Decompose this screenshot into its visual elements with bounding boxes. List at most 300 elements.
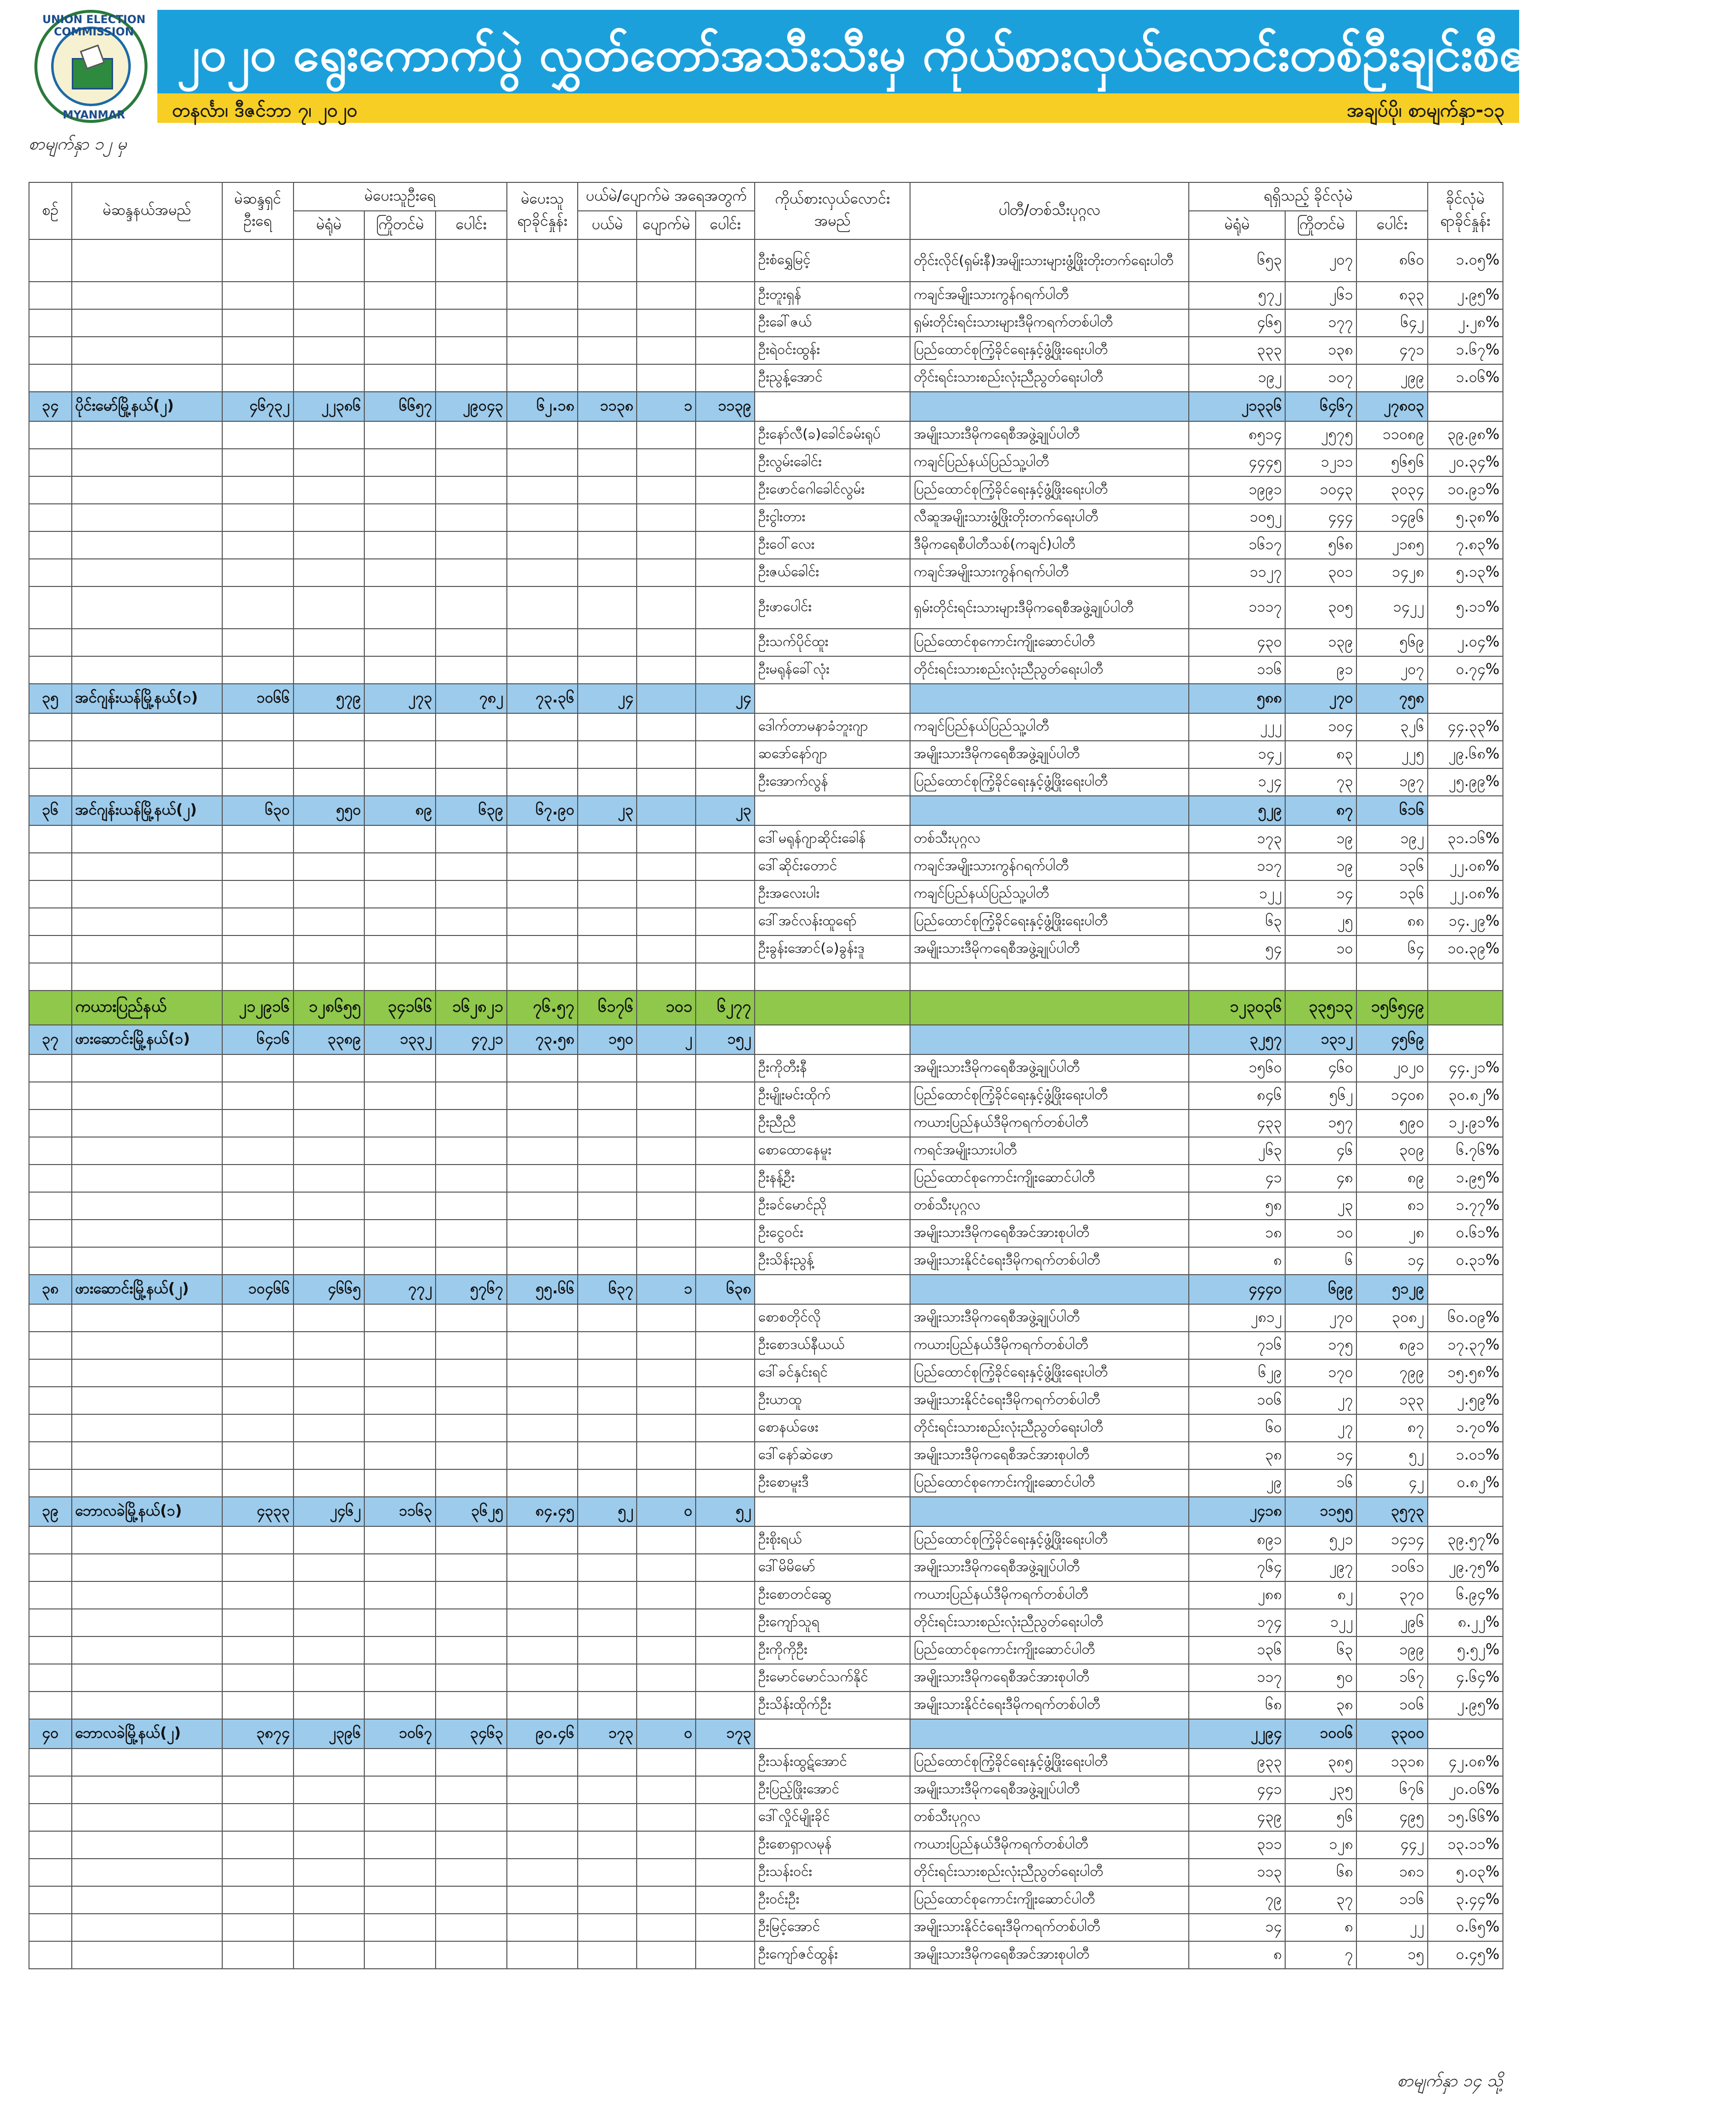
- empty-cell: [29, 1332, 72, 1359]
- empty-cell: [507, 1137, 578, 1165]
- candidate-name: ဒေါ်ခင်နှင်းရင်: [755, 1359, 910, 1387]
- candidate-name: စောထောနေမူး: [755, 1137, 910, 1165]
- empty-cell: [72, 1165, 222, 1192]
- empty-cell: [436, 713, 507, 741]
- empty-cell: [696, 1082, 755, 1109]
- empty-cell: [364, 309, 436, 337]
- voted-total: ၃၄၆၃: [436, 1719, 507, 1749]
- invalid-lost: [637, 796, 696, 825]
- received-ballot: ၆၅၃: [1189, 239, 1285, 282]
- received-advance: ၂၉၇: [1285, 1554, 1356, 1581]
- empty-cell: [507, 364, 578, 392]
- empty-cell: [29, 1469, 72, 1497]
- empty-cell: [696, 1526, 755, 1554]
- empty-cell: [294, 1526, 365, 1554]
- empty-cell: [436, 1359, 507, 1387]
- empty-cell: [578, 1886, 637, 1914]
- party-name: တိုင်းရင်းသားစည်းလုံးညီညွတ်ရေးပါတီ: [910, 1859, 1189, 1886]
- received-ballot: ၄၃၉: [1189, 1804, 1285, 1831]
- valid-percent: ၁၅.၅၈%: [1428, 1359, 1503, 1387]
- received-advance: ၄၄၄: [1285, 504, 1356, 531]
- received-advance: ၃၈၅: [1285, 1749, 1356, 1776]
- constituency-name: ဖားဆောင်းမြို့နယ်(၂): [72, 1275, 222, 1304]
- voted-ballot: ၁၂၈၆၅၅: [294, 991, 365, 1025]
- empty-cell: [222, 309, 294, 337]
- empty-cell: [72, 1387, 222, 1414]
- empty-cell: [578, 1359, 637, 1387]
- col-voted-advance: ကြိုတင်မဲ: [364, 211, 436, 239]
- received-advance: ၃၈: [1285, 1692, 1356, 1719]
- candidate-name: ဦးသိန်းထိုက်ဦး: [755, 1692, 910, 1719]
- col-turnout: မဲပေးသူ ရာခိုင်နှုန်း: [507, 182, 578, 239]
- candidate-row: [29, 476, 1503, 504]
- constituency-name: ဖားဆောင်းမြို့နယ်(၁): [72, 1025, 222, 1054]
- received-total: ၄၇၁: [1356, 337, 1428, 364]
- candidate-name: ဦးစံရွှေမြင့်: [755, 239, 910, 282]
- empty-cell: [507, 1636, 578, 1664]
- received-advance: ၅၆၈: [1285, 531, 1356, 559]
- invalid-total: ၁၅၂: [696, 1025, 755, 1054]
- candidate-name: ဦးတူးရှန်: [755, 282, 910, 309]
- empty-cell: [696, 309, 755, 337]
- empty-cell: [294, 1886, 365, 1914]
- party-name: ဒီမိုကရေစီပါတီသစ်(ကချင်)ပါတီ: [910, 531, 1189, 559]
- candidate-row: [29, 1776, 1503, 1804]
- empty-cell: [72, 825, 222, 853]
- empty-cell: [72, 1137, 222, 1165]
- empty-cell: [436, 1332, 507, 1359]
- empty-cell: [294, 629, 365, 656]
- received-advance: ၂၀၇: [1285, 239, 1356, 282]
- empty-cell: [637, 421, 696, 449]
- empty-cell: [29, 364, 72, 392]
- empty-cell: [364, 713, 436, 741]
- party-name: ကယားပြည်နယ်ဒီမိုကရက်တစ်ပါတီ: [910, 1332, 1189, 1359]
- empty-cell: [436, 421, 507, 449]
- empty-cell: [29, 1636, 72, 1664]
- empty-cell: [436, 1804, 507, 1831]
- empty-cell: [29, 1387, 72, 1414]
- empty-cell: [1428, 392, 1503, 421]
- received-advance: ၁၇၇: [1285, 309, 1356, 337]
- empty-cell: [294, 825, 365, 853]
- invalid-lost: ၂: [637, 1025, 696, 1054]
- valid-percent: ၁.၀၅%: [1428, 239, 1503, 282]
- received-advance: ၁၀: [1285, 935, 1356, 963]
- empty-cell: [29, 1054, 72, 1082]
- party-name: ပြည်ထောင်စုကြံ့ခိုင်ရေးနှင့်ဖွံ့ဖြိုးရေးပါတီ: [910, 337, 1189, 364]
- voted-ballot: ၃၃၈၉: [294, 1025, 365, 1054]
- empty-cell: [364, 1526, 436, 1554]
- empty-cell: [578, 1414, 637, 1442]
- candidate-row: [29, 1886, 1503, 1914]
- empty-cell: [1285, 963, 1356, 991]
- empty-cell: [364, 629, 436, 656]
- empty-cell: [436, 1414, 507, 1442]
- empty-cell: [29, 449, 72, 476]
- col-received-ballot: မဲရုံမဲ: [1189, 211, 1285, 239]
- empty-cell: [364, 1941, 436, 1969]
- candidate-row: [29, 1749, 1503, 1776]
- empty-cell: [29, 1526, 72, 1554]
- turnout-percent: ၆၇.၉၀: [507, 796, 578, 825]
- empty-cell: [507, 1941, 578, 1969]
- empty-cell: [637, 1554, 696, 1581]
- empty-cell: [507, 1831, 578, 1859]
- candidate-name: ဦးညွန့်အောင်: [755, 364, 910, 392]
- received-ballot: ၃၂၅၇: [1189, 1025, 1285, 1054]
- empty-cell: [72, 559, 222, 586]
- empty-cell: [294, 1804, 365, 1831]
- received-total: ၈၇: [1356, 1414, 1428, 1442]
- empty-cell: [696, 1581, 755, 1609]
- empty-cell: [578, 1165, 637, 1192]
- received-total: ၂၈: [1356, 1220, 1428, 1247]
- candidate-name: ဦးရဲဝင်းထွန်း: [755, 337, 910, 364]
- empty-cell: [578, 1831, 637, 1859]
- empty-cell: [436, 309, 507, 337]
- empty-cell: [696, 1332, 755, 1359]
- invalid-void: ၂၄: [578, 684, 637, 713]
- candidate-row: [29, 421, 1503, 449]
- received-total: ၁၁၆: [1356, 1886, 1428, 1914]
- empty-cell: [294, 1387, 365, 1414]
- empty-cell: [222, 1247, 294, 1275]
- empty-cell: [696, 1304, 755, 1332]
- empty-cell: [72, 1304, 222, 1332]
- empty-cell: [637, 1387, 696, 1414]
- empty-cell: [578, 1054, 637, 1082]
- empty-cell: [637, 1082, 696, 1109]
- empty-cell: [696, 908, 755, 935]
- voters-count: ၂၁၂၉၁၆: [222, 991, 294, 1025]
- empty-cell: [294, 1165, 365, 1192]
- empty-cell: [637, 282, 696, 309]
- empty-cell: [578, 476, 637, 504]
- empty-cell: [436, 1914, 507, 1941]
- empty-cell: [294, 656, 365, 684]
- empty-cell: [294, 1469, 365, 1497]
- empty-cell: [436, 282, 507, 309]
- candidate-name: ဦးမရုန်ခေါ်လုံး: [755, 656, 910, 684]
- empty-cell: [578, 559, 637, 586]
- empty-cell: [222, 1609, 294, 1636]
- empty-cell: [637, 1941, 696, 1969]
- empty-cell: [72, 364, 222, 392]
- empty-cell: [578, 629, 637, 656]
- empty-cell: [72, 1247, 222, 1275]
- empty-cell: [72, 1332, 222, 1359]
- empty-cell: [294, 449, 365, 476]
- empty-cell: [222, 1082, 294, 1109]
- received-ballot: ၁၄: [1189, 1914, 1285, 1941]
- candidate-row: [29, 1859, 1503, 1886]
- empty-cell: [72, 880, 222, 908]
- empty-cell: [294, 1914, 365, 1941]
- received-ballot: ၉၃၃: [1189, 1749, 1285, 1776]
- candidate-name: ဦးပြည့်ဖြိုးအောင်: [755, 1776, 910, 1804]
- empty-cell: [364, 1332, 436, 1359]
- received-total: ၆၇၆: [1356, 1776, 1428, 1804]
- row-number: ၃၈: [29, 1275, 72, 1304]
- empty-cell: [72, 282, 222, 309]
- valid-percent: ၀.၆၁%: [1428, 1220, 1503, 1247]
- empty-cell: [436, 1664, 507, 1692]
- empty-cell: [436, 586, 507, 629]
- empty-cell: [72, 1914, 222, 1941]
- empty-cell: [29, 825, 72, 853]
- empty-cell: [755, 1275, 910, 1304]
- empty-cell: [436, 1749, 507, 1776]
- valid-percent: ၂.၀၄%: [1428, 629, 1503, 656]
- empty-cell: [507, 586, 578, 629]
- constituency-name: ပိုင်းမော်မြို့နယ်(၂): [72, 392, 222, 421]
- party-name: ပြည်ထောင်စုကောင်းကျိုးဆောင်ပါတီ: [910, 1469, 1189, 1497]
- empty-cell: [222, 1332, 294, 1359]
- candidate-row: [29, 309, 1503, 337]
- party-name: ရှမ်းတိုင်းရင်းသားများဒီမိုကရက်တစ်ပါတီ: [910, 309, 1189, 337]
- voted-total: ၅၇၆၇: [436, 1275, 507, 1304]
- turnout-percent: ၇၃.၃၆: [507, 684, 578, 713]
- empty-cell: [222, 825, 294, 853]
- invalid-void: ၁၁၃၈: [578, 392, 637, 421]
- received-total: ၁၃၆: [1356, 880, 1428, 908]
- empty-cell: [436, 1387, 507, 1414]
- constituency-name: ဘောလခဲမြို့နယ်(၁): [72, 1497, 222, 1526]
- empty-cell: [222, 768, 294, 796]
- received-ballot: ၂၂၉၄: [1189, 1719, 1285, 1749]
- empty-cell: [222, 880, 294, 908]
- received-ballot: ၂၉: [1189, 1469, 1285, 1497]
- voted-advance: ၆၆၅၇: [364, 392, 436, 421]
- received-advance: ၁၅၇: [1285, 1109, 1356, 1137]
- col-voted-ballot: မဲရုံမဲ: [294, 211, 365, 239]
- empty-cell: [436, 656, 507, 684]
- empty-cell: [578, 713, 637, 741]
- empty-cell: [755, 1025, 910, 1054]
- turnout-percent: ၅၅.၆၆: [507, 1275, 578, 1304]
- received-advance: ၆: [1285, 1247, 1356, 1275]
- empty-cell: [696, 1414, 755, 1442]
- voted-ballot: ၂၂၃၈၆: [294, 392, 365, 421]
- empty-cell: [637, 1886, 696, 1914]
- empty-cell: [222, 531, 294, 559]
- empty-cell: [637, 337, 696, 364]
- valid-percent: ၂.၉၅%: [1428, 1692, 1503, 1719]
- received-ballot: ၆၂၉: [1189, 1359, 1285, 1387]
- voters-count: ၆၃၀: [222, 796, 294, 825]
- empty-cell: [578, 1804, 637, 1831]
- empty-cell: [294, 1692, 365, 1719]
- valid-percent: ၆၀.၀၉%: [1428, 1304, 1503, 1332]
- empty-cell: [696, 713, 755, 741]
- empty-cell: [222, 239, 294, 282]
- empty-cell: [696, 1220, 755, 1247]
- invalid-void: ၅၂: [578, 1497, 637, 1526]
- received-advance: ၁၉: [1285, 853, 1356, 880]
- invalid-total: ၁၁၃၉: [696, 392, 755, 421]
- empty-cell: [507, 713, 578, 741]
- empty-cell: [637, 713, 696, 741]
- candidate-name: ဦးမြင့်အောင်: [755, 1914, 910, 1941]
- received-advance: ၃၇: [1285, 1886, 1356, 1914]
- empty-cell: [294, 586, 365, 629]
- empty-cell: [294, 1941, 365, 1969]
- empty-cell: [364, 449, 436, 476]
- empty-cell: [436, 1304, 507, 1332]
- page-title: ၂၀၂၀ ရွေးကောက်ပွဲ လွှတ်တော်အသီးသီးမှ ကိုယ်စားလှယ်လောင်းတစ်ဦးချင်းစီ၏ ဆန္ဒမဲရရှိမှု: [177, 27, 1736, 82]
- empty-cell: [72, 1941, 222, 1969]
- candidate-row: [29, 282, 1503, 309]
- empty-cell: [578, 1664, 637, 1692]
- empty-cell: [29, 1304, 72, 1332]
- valid-percent: ၄၄.၂၁%: [1428, 1054, 1503, 1082]
- empty-cell: [294, 1414, 365, 1442]
- candidate-name: ဦးနော်လီ(ခ)ခေါင်ခမ်းရုပ်: [755, 421, 910, 449]
- empty-cell: [910, 392, 1189, 421]
- empty-cell: [222, 1636, 294, 1664]
- candidate-name: ဆဒော်နော်ဂျာ: [755, 741, 910, 768]
- empty-cell: [436, 1165, 507, 1192]
- party-name: ပြည်ထောင်စုကောင်းကျိုးဆောင်ပါတီ: [910, 629, 1189, 656]
- empty-cell: [72, 629, 222, 656]
- voted-ballot: ၅၅၀: [294, 796, 365, 825]
- party-name: ကချင်ပြည်နယ်ပြည်သူ့ပါတီ: [910, 449, 1189, 476]
- empty-cell: [696, 1054, 755, 1082]
- party-name: အမျိုးသားဒီမိုကရေစီအဖွဲ့ချုပ်ပါတီ: [910, 421, 1189, 449]
- constituency-row: [29, 1497, 1503, 1526]
- party-name: အမျိုးသားဒီမိုကရေစီအင်အားစုပါတီ: [910, 1664, 1189, 1692]
- empty-cell: [364, 1247, 436, 1275]
- candidate-row: [29, 1220, 1503, 1247]
- col-received: ရရှိသည့် ခိုင်လုံမဲ: [1189, 182, 1428, 211]
- empty-cell: [364, 1636, 436, 1664]
- received-ballot: ၁၂၃၀၃၆: [1189, 991, 1285, 1025]
- empty-cell: [29, 768, 72, 796]
- party-name: တိုင်းရင်းသားစည်းလုံးညီညွတ်ရေးပါတီ: [910, 1414, 1189, 1442]
- empty-cell: [29, 880, 72, 908]
- col-constituency: မဲဆန္ဒနယ်အမည်: [72, 182, 222, 239]
- empty-cell: [29, 713, 72, 741]
- empty-cell: [364, 239, 436, 282]
- row-number: ၃၄: [29, 392, 72, 421]
- empty-cell: [696, 364, 755, 392]
- empty-cell: [72, 1469, 222, 1497]
- valid-percent: ၆.၉၄%: [1428, 1581, 1503, 1609]
- received-ballot: ၈၅၁၄: [1189, 421, 1285, 449]
- received-total: ၄၄၂: [1356, 1831, 1428, 1859]
- empty-cell: [637, 963, 696, 991]
- empty-cell: [364, 282, 436, 309]
- empty-cell: [294, 1749, 365, 1776]
- empty-cell: [222, 1109, 294, 1137]
- received-total: ၁၄၉၆: [1356, 504, 1428, 531]
- empty-cell: [637, 1414, 696, 1442]
- empty-cell: [637, 1469, 696, 1497]
- empty-cell: [696, 1886, 755, 1914]
- empty-cell: [578, 1526, 637, 1554]
- party-name: အမျိုးသားဒီမိုကရေစီအဖွဲ့ချုပ်ပါတီ: [910, 1776, 1189, 1804]
- received-total: ၈၉: [1356, 1165, 1428, 1192]
- invalid-void: ၆၃၇: [578, 1275, 637, 1304]
- empty-cell: [436, 1137, 507, 1165]
- received-ballot: ၁၁၂၇: [1189, 559, 1285, 586]
- empty-cell: [507, 1414, 578, 1442]
- voted-total: ၂၉၀၄၃: [436, 392, 507, 421]
- received-ballot: ၈၄၆: [1189, 1082, 1285, 1109]
- empty-cell: [72, 1776, 222, 1804]
- empty-cell: [507, 1804, 578, 1831]
- received-ballot: ၈: [1189, 1247, 1285, 1275]
- valid-percent: ၀.၆၅%: [1428, 1914, 1503, 1941]
- candidate-row: [29, 1414, 1503, 1442]
- row-number: ၄၀: [29, 1719, 72, 1749]
- valid-percent: ၂၉.၇၅%: [1428, 1554, 1503, 1581]
- candidate-row: [29, 531, 1503, 559]
- received-advance: ၂၃၅: [1285, 1776, 1356, 1804]
- invalid-total: ၅၂: [696, 1497, 755, 1526]
- empty-cell: [436, 768, 507, 796]
- candidate-row: [29, 1332, 1503, 1359]
- valid-percent: ၀.၇၄%: [1428, 656, 1503, 684]
- issue-date: တနင်္လာ၊ ဒီဇင်ဘာ ၇၊ ၂၀၂၀: [172, 99, 357, 121]
- received-total: ၈၈: [1356, 908, 1428, 935]
- received-total: ၅၆၅၆: [1356, 449, 1428, 476]
- party-name: ပြည်ထောင်စုကောင်းကျိုးဆောင်ပါတီ: [910, 1165, 1189, 1192]
- empty-cell: [507, 1054, 578, 1082]
- valid-percent: ၂.၂၈%: [1428, 309, 1503, 337]
- empty-cell: [29, 656, 72, 684]
- received-total: ၂၉၆: [1356, 1609, 1428, 1636]
- received-ballot: ၅၂၉: [1189, 796, 1285, 825]
- empty-cell: [72, 1220, 222, 1247]
- candidate-row: [29, 1387, 1503, 1414]
- voted-total: ၄၇၂၁: [436, 1025, 507, 1054]
- empty-cell: [578, 586, 637, 629]
- empty-cell: [696, 1636, 755, 1664]
- turnout-percent: ၉၀.၄၆: [507, 1719, 578, 1749]
- empty-cell: [72, 1749, 222, 1776]
- party-name: ပြည်ထောင်စုကြံ့ခိုင်ရေးနှင့်ဖွံ့ဖြိုးရေးပါတီ: [910, 1526, 1189, 1554]
- empty-cell: [696, 1914, 755, 1941]
- received-total: ၁၄၂၈: [1356, 559, 1428, 586]
- voted-advance: ၁၀၆၇: [364, 1719, 436, 1749]
- empty-cell: [222, 1414, 294, 1442]
- empty-cell: [436, 1941, 507, 1969]
- row-number: ၃၅: [29, 684, 72, 713]
- voted-advance: ၂၇၃: [364, 684, 436, 713]
- empty-cell: [294, 1664, 365, 1692]
- party-name: တိုင်း‌လိုင်(ရှမ်းနီ)အမျိုးသားများဖွံ့ဖြိုးတိုးတက်ရေးပါတီ: [910, 239, 1189, 282]
- candidate-row: [29, 1469, 1503, 1497]
- col-voted-total: ပေါင်း: [436, 211, 507, 239]
- received-ballot: ၁၇၃: [1189, 825, 1285, 853]
- candidate-name: ဦးကိုတီးနီ: [755, 1054, 910, 1082]
- empty-cell: [294, 239, 365, 282]
- empty-cell: [507, 531, 578, 559]
- empty-cell: [578, 282, 637, 309]
- candidate-row: [29, 1831, 1503, 1859]
- empty-cell: [507, 1165, 578, 1192]
- candidate-row: [29, 1609, 1503, 1636]
- candidate-name: ဦးစိုးရယ်: [755, 1526, 910, 1554]
- empty-cell: [637, 476, 696, 504]
- empty-cell: [436, 1692, 507, 1719]
- empty-cell: [578, 1941, 637, 1969]
- empty-cell: [364, 337, 436, 364]
- empty-cell: [436, 476, 507, 504]
- empty-cell: [910, 1497, 1189, 1526]
